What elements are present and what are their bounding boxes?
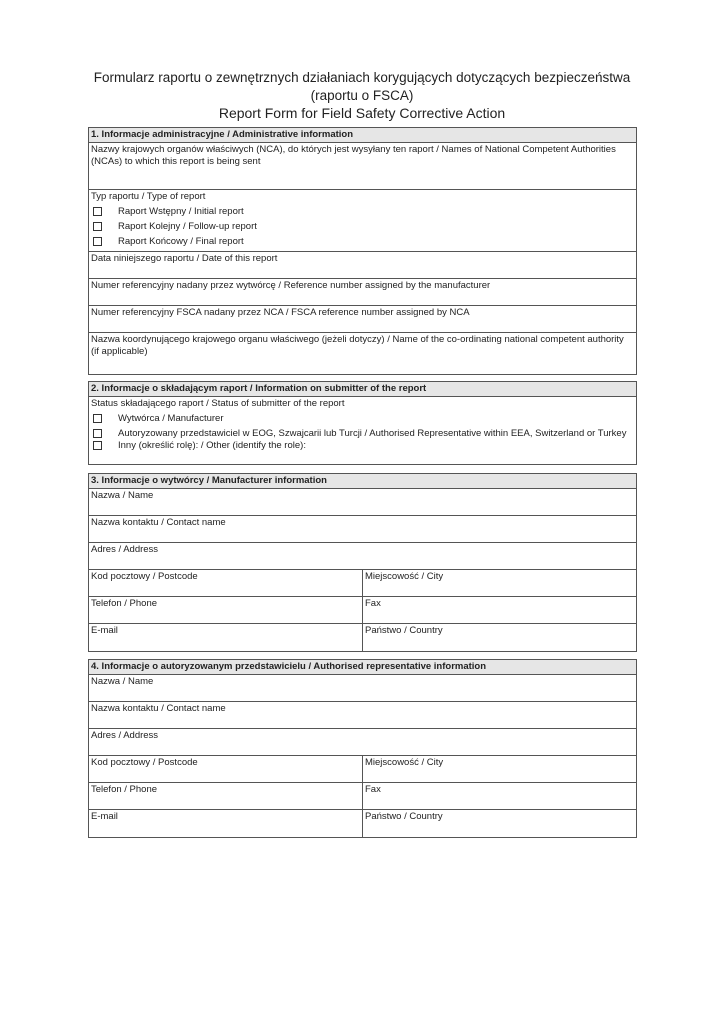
manufacturer-phone-field[interactable] [89, 597, 363, 623]
nca-ref-field[interactable] [89, 306, 636, 333]
nca-names-label: Nazwy krajowych organów właściwych (NCA), do których jest wysyłany ten raport / Names of National Competent Authorities (NCAs) to which this report is being sent [91, 144, 616, 167]
checkbox-icon[interactable] [93, 207, 102, 216]
final-report-label: Raport Końcowy / Final report [118, 236, 244, 247]
postcode-label: Kod pocztowy / Postcode [91, 757, 198, 768]
rep-contact-field[interactable] [89, 702, 636, 729]
manufacturer-email-field[interactable] [89, 624, 363, 651]
city-label: Miejscowość / City [365, 757, 444, 768]
manufacturer-postcode-field[interactable] [89, 570, 363, 596]
report-type-label: Typ raportu / Type of report [91, 191, 206, 202]
section-authorised-representative [88, 659, 637, 838]
authorised-rep-option-label: Autoryzowany przedstawiciel w EOG, Szwajcarii lub Turcji / Authorised Representative within EEA, Switzerland or Turkey [118, 428, 627, 439]
section-4-header: 4. Informacje o autoryzowanym przedstawicielu / Authorised representative information [89, 660, 636, 675]
name-label: Nazwa / Name [91, 490, 154, 501]
manufacturer-ref-label: Numer referencyjny nadany przez wytwórcę / Reference number assigned by the manufacturer [91, 280, 491, 291]
rep-country-field[interactable] [363, 810, 636, 837]
checkbox-icon[interactable] [93, 222, 102, 231]
postcode-label: Kod pocztowy / Postcode [91, 571, 198, 582]
report-date-label: Data niniejszego raportu / Date of this report [91, 253, 278, 264]
fax-label: Fax [365, 784, 381, 795]
manufacturer-country-field[interactable] [363, 624, 636, 651]
rep-city-field[interactable] [363, 756, 636, 782]
follow-up-report-label: Raport Kolejny / Follow-up report [118, 221, 257, 232]
manufacturer-address-field[interactable] [89, 543, 636, 570]
fax-label: Fax [365, 598, 381, 609]
nca-names-field[interactable] [89, 143, 636, 190]
other-role-option-label: Inny (określić rolę): / Other (identify the role): [118, 440, 306, 451]
coordinating-nca-label: Nazwa koordynującego krajowego organu właściwego (jeżeli dotyczy) / Name of the co-ordinating national competent authority (if applicable) [91, 334, 624, 357]
report-date-field[interactable] [89, 252, 636, 279]
phone-fax-row [89, 783, 636, 810]
checkbox-follow-up-report[interactable] [91, 221, 634, 233]
phone-label: Telefon / Phone [91, 598, 158, 609]
initial-report-label: Raport Wstępny / Initial report [118, 206, 244, 217]
phone-fax-row [89, 597, 636, 624]
manufacturer-fax-field[interactable] [363, 597, 636, 623]
manufacturer-city-field[interactable] [363, 570, 636, 596]
postcode-city-row [89, 570, 636, 597]
section-3-header: 3. Informacje o wytwórcy / Manufacturer information [89, 474, 636, 489]
manufacturer-contact-field[interactable] [89, 516, 636, 543]
form-title-abbrev: (raportu o FSCA) [310, 88, 414, 103]
city-label: Miejscowość / City [365, 571, 444, 582]
checkbox-icon[interactable] [93, 414, 102, 423]
country-label: Państwo / Country [365, 811, 443, 822]
rep-fax-field[interactable] [363, 783, 636, 809]
checkbox-other-role[interactable] [91, 440, 634, 452]
section-submitter [88, 381, 637, 465]
manufacturer-ref-field[interactable] [89, 279, 636, 306]
submitter-status-label: Status składającego raport / Status of submitter of the report [91, 398, 345, 409]
postcode-city-row [89, 756, 636, 783]
form-title-polish: Formularz raportu o zewnętrznych działaniach korygujących dotyczących bezpieczeństwa [93, 70, 631, 85]
address-label: Adres / Address [91, 544, 159, 555]
checkbox-manufacturer[interactable] [91, 413, 634, 425]
checkbox-initial-report[interactable] [91, 206, 634, 218]
contact-label: Nazwa kontaktu / Contact name [91, 517, 226, 528]
manufacturer-option-label: Wytwórca / Manufacturer [118, 413, 224, 424]
submitter-status-group [89, 397, 636, 464]
email-country-row [89, 624, 636, 651]
rep-name-field[interactable] [89, 675, 636, 702]
checkbox-icon[interactable] [93, 429, 102, 438]
email-label: E-mail [91, 625, 118, 636]
address-label: Adres / Address [91, 730, 159, 741]
email-label: E-mail [91, 811, 118, 822]
contact-label: Nazwa kontaktu / Contact name [91, 703, 226, 714]
checkbox-icon[interactable] [93, 237, 102, 246]
checkbox-final-report[interactable] [91, 236, 634, 248]
section-1-header: 1. Informacje administracyjne / Administrative information [89, 128, 636, 143]
form-title-english: Report Form for Field Safety Corrective Action [218, 105, 506, 121]
manufacturer-name-field[interactable] [89, 489, 636, 516]
checkbox-authorised-representative[interactable] [91, 428, 634, 440]
rep-phone-field[interactable] [89, 783, 363, 809]
phone-label: Telefon / Phone [91, 784, 158, 795]
section-2-header: 2. Informacje o składającym raport / Information on submitter of the report [89, 382, 636, 397]
name-label: Nazwa / Name [91, 676, 154, 687]
rep-email-field[interactable] [89, 810, 363, 837]
coordinating-nca-field[interactable] [89, 333, 636, 374]
checkbox-icon[interactable] [93, 441, 102, 450]
nca-ref-label: Numer referencyjny FSCA nadany przez NCA / FSCA reference number assigned by NCA [91, 307, 470, 318]
rep-postcode-field[interactable] [89, 756, 363, 782]
section-administrative [88, 127, 637, 375]
report-type-group [89, 190, 636, 252]
country-label: Państwo / Country [365, 625, 443, 636]
rep-address-field[interactable] [89, 729, 636, 756]
section-manufacturer [88, 473, 637, 652]
email-country-row [89, 810, 636, 837]
